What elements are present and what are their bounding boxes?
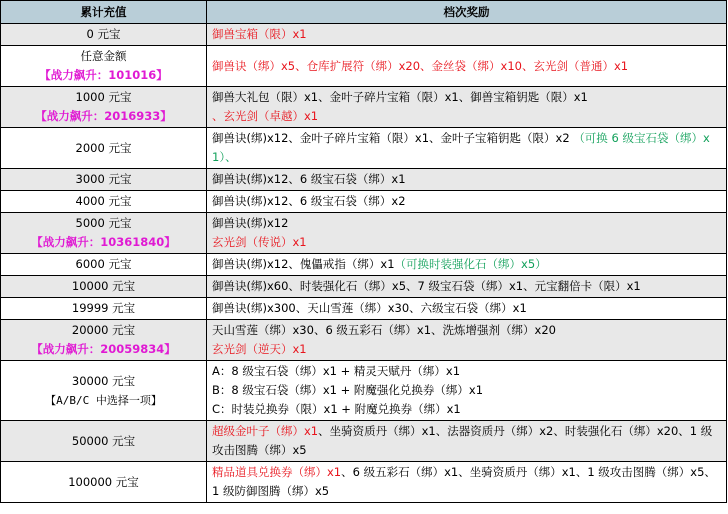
table-row (1, 298, 727, 320)
reward-text: 、坐骑资质丹（绑）x1、法器资质丹（绑）x2、时装强化石（绑）x20、1 级攻击图腾（绑）x5 (212, 424, 713, 457)
reward-option-a: A：8 级宝石袋（绑）x1 + 精灵天赋丹（绑）x1 (212, 364, 461, 378)
tier-reward: 御兽诀(绑)x12、6 级宝石袋（绑）x1 (207, 169, 727, 191)
power-boost-label: 【战力飙升：2016933】 (35, 109, 172, 123)
reward-option-b: B：8 级宝石袋（绑）x1 + 附魔强化兑换券（绑）x1 (212, 383, 484, 397)
tier-reward (207, 421, 727, 462)
table-row (1, 87, 727, 128)
recharge-amount: 1000 元宝 (75, 90, 132, 104)
recharge-amount-cell (1, 361, 207, 421)
reward-option-c: C：时装兑换券（限）x1 + 附魔兑换券（绑）x1 (212, 402, 461, 416)
reward-highlight: 精品道具兑换券（绑）x1 (212, 465, 342, 479)
reward-highlight: 、玄光剑（卓越）x1 (212, 109, 319, 123)
recharge-amount: 2000 元宝 (1, 128, 207, 169)
power-boost-label: 【战力飙升：10361840】 (31, 235, 176, 249)
tier-reward: 御兽诀(绑)x60、时装强化石（绑）x5、7 级宝石袋（绑）x1、元宝翻倍卡（限）x1 (207, 276, 727, 298)
header-tier-rewards: 档次奖励 (207, 1, 727, 24)
recharge-amount: 任意金额 (80, 49, 127, 63)
reward-text: 御兽诀(绑)x12 (212, 216, 289, 230)
tier-reward: 御兽诀(绑)x300、天山雪莲（绑）x30、六级宝石袋（绑）x1 (207, 298, 727, 320)
choice-note: 【A/B/C 中选择一项】 (45, 393, 162, 407)
table-row (1, 46, 727, 87)
table-row (1, 320, 727, 361)
reward-text: 御兽诀(绑)x12、金叶子碎片宝箱（限）x1、金叶子宝箱钥匙（限）x2 (212, 131, 574, 145)
recharge-amount: 20000 元宝 (71, 323, 136, 337)
tier-reward (207, 462, 727, 503)
table-row (1, 254, 727, 276)
reward-highlight: 玄光剑（传说）x1 (212, 235, 307, 249)
table-row (1, 24, 727, 46)
reward-text: 御兽大礼包（限）x1、金叶子碎片宝箱（限）x1、御兽宝箱钥匙（限）x1 (212, 90, 588, 104)
table-row (1, 462, 727, 503)
reward-text: 御兽宝箱（限）x1 (212, 27, 307, 41)
reward-text: 御兽诀(绑)x12、傀儡戒指（绑）x1 (212, 257, 395, 271)
table-row (1, 128, 727, 169)
table-row (1, 213, 727, 254)
tier-reward (207, 46, 727, 87)
tier-reward (207, 24, 727, 46)
reward-text: 、6 级五彩石（绑）x1、坐骑资质丹（绑）x1、1 级攻击图腾（绑）x5、1 级防御图腾（绑）x5 (212, 465, 716, 498)
reward-text: 御兽诀（绑）x5、仓库扩展符（绑）x20、金丝袋（绑）x10、 (212, 58, 534, 73)
reward-highlight: 玄光剑（普通）x1 (533, 58, 629, 73)
recharge-amount: 4000 元宝 (1, 191, 207, 213)
recharge-amount: 5000 元宝 (75, 216, 132, 230)
table-row (1, 361, 727, 421)
recharge-amount: 3000 元宝 (1, 169, 207, 191)
tier-reward (207, 213, 727, 254)
recharge-amount: 19999 元宝 (1, 298, 207, 320)
tier-reward (207, 254, 727, 276)
header-cumulative-recharge: 累计充值 (1, 1, 207, 24)
recharge-amount-cell (1, 213, 207, 254)
reward-highlight: 超级金叶子（绑）x1 (212, 424, 319, 438)
recharge-amount: 50000 元宝 (1, 421, 207, 462)
tier-reward (207, 128, 727, 169)
tier-reward (207, 361, 727, 421)
reward-exchange-note: （可换时装强化石（绑）x5） (394, 257, 547, 271)
table-row (1, 169, 727, 191)
recharge-amount: 6000 元宝 (1, 254, 207, 276)
power-boost-label: 【战力飙升：20059834】 (31, 342, 176, 356)
reward-highlight: 玄光剑（逆天）x1 (212, 342, 307, 356)
recharge-amount: 0 元宝 (1, 24, 207, 46)
table-row (1, 421, 727, 462)
recharge-amount: 10000 元宝 (1, 276, 207, 298)
tier-reward (207, 320, 727, 361)
recharge-amount-cell (1, 320, 207, 361)
table-row (1, 191, 727, 213)
recharge-amount: 100000 元宝 (1, 462, 207, 503)
reward-exchange-note: （可换 6 级宝石袋（绑）x1）、 (212, 131, 710, 164)
table-row (1, 276, 727, 298)
table-header-row (1, 1, 727, 24)
recharge-amount-cell (1, 87, 207, 128)
reward-text: 天山雪莲（绑）x30、6 级五彩石（绑）x1、洗炼增强剂（绑）x20 (212, 323, 556, 337)
power-boost-label: 【战力飙升：101016】 (39, 68, 168, 82)
recharge-amount: 30000 元宝 (71, 373, 136, 388)
tier-reward (207, 87, 727, 128)
recharge-amount-cell (1, 46, 207, 87)
tier-reward: 御兽诀(绑)x12、6 级宝石袋（绑）x2 (207, 191, 727, 213)
